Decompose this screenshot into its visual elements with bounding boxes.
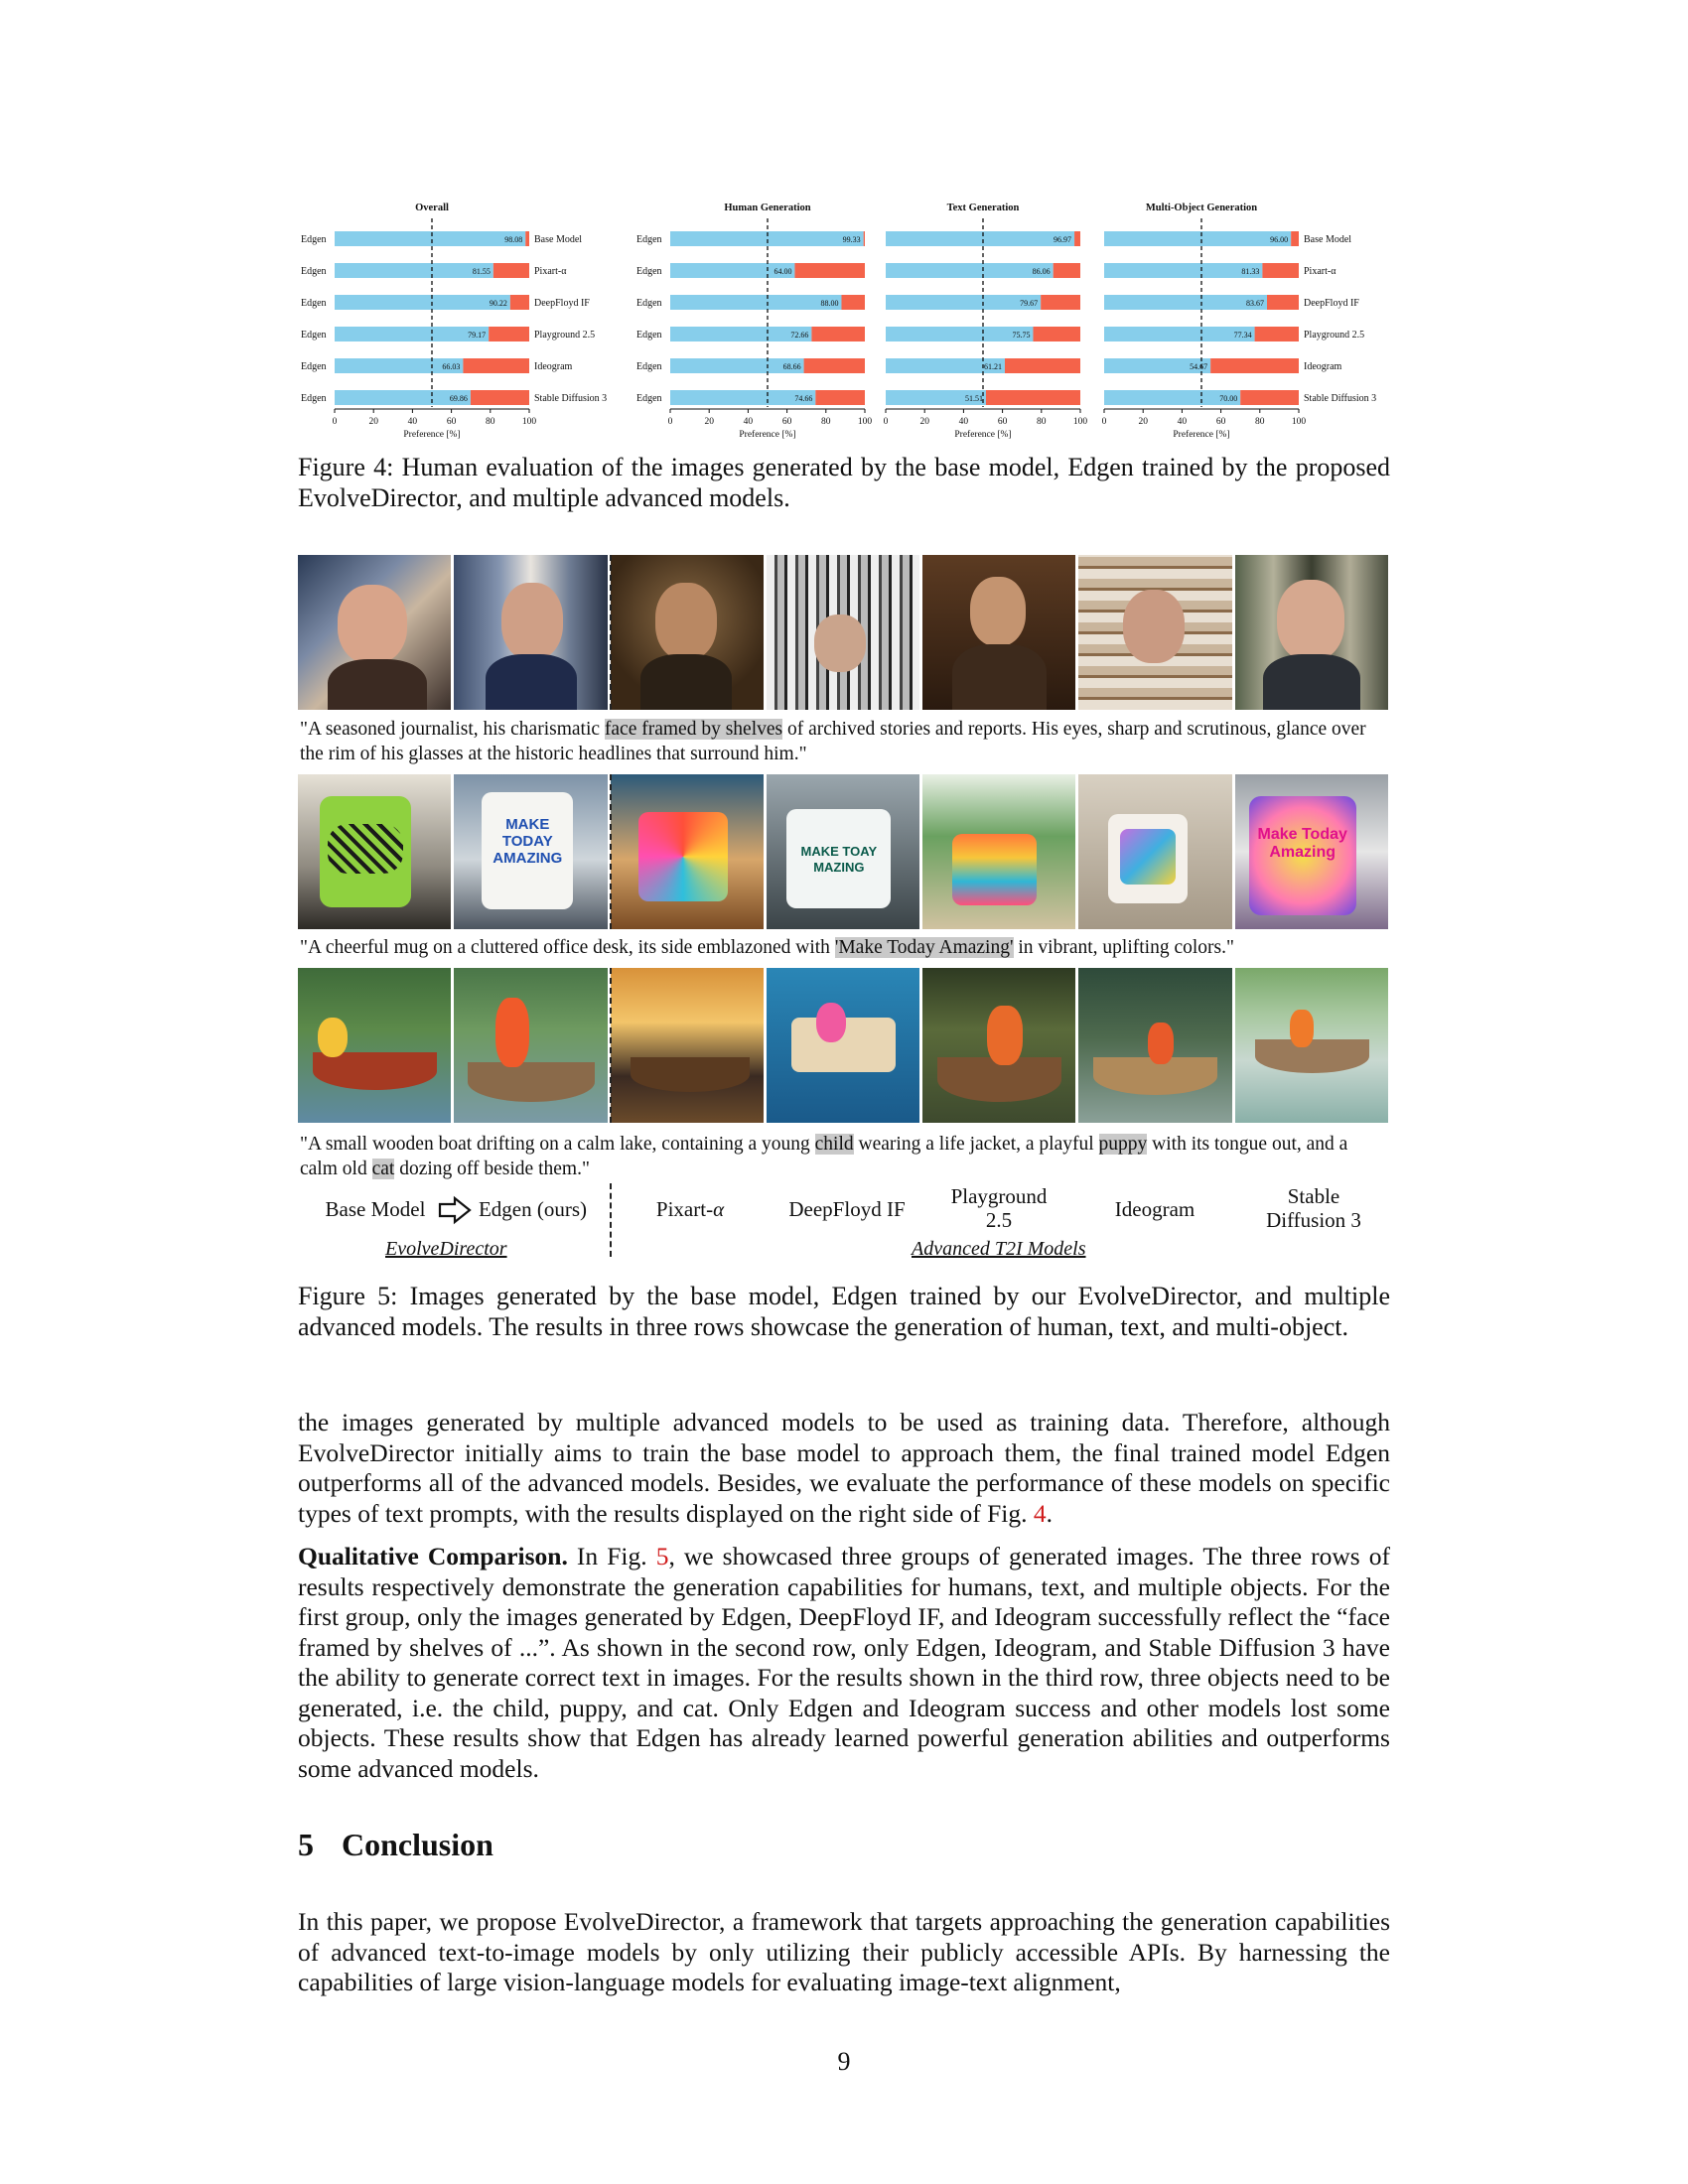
legend-group-advanced: Advanced T2I Models xyxy=(912,1238,1086,1260)
paragraph-2-heading: Qualitative Comparison. xyxy=(298,1542,568,1570)
legend-edgen: Edgen (ours) xyxy=(478,1197,588,1221)
legend-playground xyxy=(934,1184,1063,1232)
image-pixart-mug xyxy=(611,774,764,929)
prompt-text-highlight: 'Make Today Amazing' xyxy=(834,937,1014,958)
bar-value-label: 75.75 xyxy=(1012,331,1031,340)
row-label-edgen: Edgen xyxy=(301,393,327,404)
bar-value-label: 61.21 xyxy=(983,362,1002,371)
bar-value-label: 69.86 xyxy=(449,394,468,403)
x-tick-label: 40 xyxy=(1177,417,1188,427)
bar-competitor xyxy=(1074,231,1080,246)
row-label-edgen: Edgen xyxy=(301,361,327,372)
row-label-edgen: Edgen xyxy=(636,361,662,372)
x-tick-label: 0 xyxy=(1101,417,1107,427)
image-row-text xyxy=(298,774,1388,929)
bar-edgen xyxy=(670,295,841,310)
bar-value-label: 79.67 xyxy=(1020,299,1039,308)
bar-edgen xyxy=(886,327,1033,341)
x-axis-label: Preference [%] xyxy=(403,430,461,440)
bar-edgen xyxy=(1104,263,1262,278)
divider-row1 xyxy=(610,555,612,710)
bar-value-label: 74.66 xyxy=(794,394,813,403)
prompt-mo-highlight-puppy: puppy xyxy=(1098,1134,1148,1155)
prompt-mo-text-d: dozing off beside them." xyxy=(394,1159,590,1179)
x-tick-label: 40 xyxy=(958,417,969,427)
legend-deepfloyd: DeepFloyd IF xyxy=(788,1197,906,1221)
row-label-model: Ideogram xyxy=(534,361,573,372)
divider-row2 xyxy=(610,774,612,929)
bar-competitor xyxy=(1255,327,1299,341)
legend-playground-2: 2.5 xyxy=(985,1208,1013,1232)
image-base-model-boat xyxy=(298,968,451,1123)
image-playground-mug xyxy=(922,774,1075,929)
bar-edgen xyxy=(886,263,1054,278)
legend-group-evolvedirector: EvolveDirector xyxy=(385,1238,507,1260)
row-label-model: Playground 2.5 xyxy=(534,330,596,341)
x-tick-label: 60 xyxy=(997,417,1008,427)
image-edgen-boat xyxy=(454,968,607,1123)
chart-title: Human Generation xyxy=(724,203,811,213)
x-tick-label: 60 xyxy=(781,417,792,427)
figure-5-caption-text: Images generated by the base model, Edgen trained by our EvolveDirector, and multiple advanced models. The results in three rows showcase the generation of human, text, and multi-object. xyxy=(298,1282,1391,1341)
x-tick-label: 100 xyxy=(1291,417,1307,427)
prompt-multi-object xyxy=(300,1132,1388,1181)
bar-edgen xyxy=(1104,327,1255,341)
prompt-mo-text-a: "A small wooden boat drifting on a calm lake, containing a young xyxy=(300,1134,815,1155)
legend-playground-1: Playground xyxy=(950,1184,1048,1208)
bar-competitor xyxy=(493,263,529,278)
x-tick-label: 60 xyxy=(1215,417,1226,427)
bar-competitor xyxy=(804,358,865,373)
bar-competitor xyxy=(1291,231,1299,246)
paragraph-3: In this paper, we propose EvolveDirector, a framework that targets approaching the generation capabilities of advanced text-to-image models by only utilizing their publicly accessible APIs. By harnessing the capabilities of large vision-language models for evaluating image-text alignment, xyxy=(298,1907,1390,1996)
figure-5-ref-link[interactable]: 5 xyxy=(655,1542,669,1570)
x-axis-label: Preference [%] xyxy=(1173,430,1230,440)
bar-value-label: 88.00 xyxy=(820,299,839,308)
prompt-mo-highlight-child: child xyxy=(814,1134,854,1155)
bar-edgen xyxy=(335,263,493,278)
paragraph-2 xyxy=(298,1542,1390,1784)
bar-value-label: 96.97 xyxy=(1054,235,1072,244)
image-deepfloyd-boat xyxy=(767,968,919,1123)
row-label-model: DeepFloyd IF xyxy=(534,298,590,309)
row-label-model: Playground 2.5 xyxy=(1304,330,1365,341)
bar-value-label: 81.55 xyxy=(472,267,491,276)
row-label-edgen: Edgen xyxy=(301,330,327,341)
figure-5-caption xyxy=(298,1281,1390,1342)
bar-edgen xyxy=(886,295,1041,310)
paragraph-2-text-b: , we showcased three groups of generated images. The three rows of results respectively demonstrate the generation capabilities for humans, text, and multiple objects. For the first group, only the images generated by Edgen, DeepFloyd IF, and Ideogram successfully reflect the “face framed by shelves of ...”. As shown in the second row, only Edgen, Ideogram, and Stable Diffusion 3 have the ability to generate correct text in images. For the results shown in the third row, three objects need to be generated, i.e. the child, puppy, and cat. Only Edgen and Ideogram success and other models lost some objects. These results show that Edgen has already learned powerful generation abilities and outperforms some advanced models. xyxy=(298,1542,1390,1783)
x-axis-label: Preference [%] xyxy=(954,430,1012,440)
image-ideogram-journalist xyxy=(1078,555,1231,710)
page-number: 9 xyxy=(837,2047,851,2076)
x-tick-label: 60 xyxy=(446,417,457,427)
row-label-edgen: Edgen xyxy=(636,234,662,245)
bar-edgen xyxy=(335,231,525,246)
bar-value-label: 83.67 xyxy=(1245,299,1264,308)
mug-edgen-text: MAKE TODAY AMAZING xyxy=(492,816,563,867)
bar-value-label: 96.00 xyxy=(1270,235,1289,244)
prompt-text-text-a: "A cheerful mug on a cluttered office desk, its side emblazoned with xyxy=(300,937,835,958)
row-label-model: Base Model xyxy=(1304,234,1352,245)
prompt-human xyxy=(300,717,1388,766)
bar-value-label: 99.33 xyxy=(842,235,861,244)
row-label-edgen: Edgen xyxy=(301,266,327,277)
x-tick-label: 0 xyxy=(332,417,338,427)
image-ideogram-boat xyxy=(1078,968,1231,1123)
x-tick-label: 80 xyxy=(1255,417,1265,427)
image-row-multi-object xyxy=(298,968,1388,1123)
mug-deepfloyd-text: MAKE TOAY MAZING xyxy=(800,844,878,875)
divider-row3 xyxy=(610,968,612,1123)
x-tick-label: 100 xyxy=(1072,417,1088,427)
chart-title: Overall xyxy=(415,203,449,213)
bar-competitor xyxy=(1262,263,1299,278)
bar-value-label: 64.00 xyxy=(774,267,792,276)
prompt-mo-highlight-cat: cat xyxy=(371,1159,395,1179)
bar-competitor xyxy=(1033,327,1080,341)
bar-value-label: 72.66 xyxy=(790,331,809,340)
bar-value-label: 98.08 xyxy=(504,235,523,244)
image-playground-journalist xyxy=(922,555,1075,710)
x-tick-label: 80 xyxy=(1037,417,1047,427)
image-playground-boat xyxy=(922,968,1075,1123)
bar-edgen xyxy=(886,231,1074,246)
bar-competitor xyxy=(463,358,529,373)
image-sd3-journalist xyxy=(1235,555,1388,710)
row-label-model: Stable Diffusion 3 xyxy=(534,393,608,404)
row-label-model: Base Model xyxy=(534,234,583,245)
legend-pixart: Pixart-α xyxy=(655,1197,725,1221)
legend-sd3-1: Stable xyxy=(1287,1184,1340,1208)
bar-competitor xyxy=(794,263,865,278)
bar-value-label: 81.33 xyxy=(1241,267,1260,276)
bar-competitor xyxy=(1005,358,1080,373)
prompt-human-text-a: "A seasoned journalist, his charismatic xyxy=(300,719,605,740)
row-label-model: Pixart-α xyxy=(1304,266,1336,277)
section-number: 5 xyxy=(298,1827,314,1862)
x-tick-label: 20 xyxy=(919,417,929,427)
bar-edgen xyxy=(670,231,864,246)
bar-value-label: 54.67 xyxy=(1190,362,1208,371)
image-deepfloyd-mug xyxy=(767,774,919,929)
mug-sd3-text: Make Today Amazing xyxy=(1257,826,1347,861)
image-sd3-mug xyxy=(1235,774,1388,929)
prompt-text xyxy=(300,935,1388,960)
figure-4-ref-link[interactable]: 4 xyxy=(1033,1498,1047,1528)
bar-competitor xyxy=(510,295,529,310)
divider-legend xyxy=(610,1183,612,1257)
row-label-edgen: Edgen xyxy=(301,298,327,309)
chart-title: Multi-Object Generation xyxy=(1145,203,1258,213)
row-label-model: DeepFloyd IF xyxy=(1304,298,1359,309)
bar-value-label: 86.06 xyxy=(1032,267,1051,276)
prompt-text-text-b: in vibrant, uplifting colors." xyxy=(1013,937,1234,958)
bar-competitor xyxy=(1240,390,1299,405)
x-axis-label: Preference [%] xyxy=(739,430,796,440)
paragraph-1 xyxy=(298,1408,1390,1529)
prompt-mo-text-b: wearing a life jacket, a playful xyxy=(853,1134,1099,1155)
bar-value-label: 68.66 xyxy=(782,362,801,371)
bar-competitor xyxy=(811,327,865,341)
row-label-model: Ideogram xyxy=(1304,361,1342,372)
bar-value-label: 70.00 xyxy=(1219,394,1238,403)
row-label-edgen: Edgen xyxy=(636,330,662,341)
arrow-right-icon xyxy=(437,1195,473,1225)
legend-base-model: Base Model xyxy=(325,1197,426,1221)
x-tick-label: 80 xyxy=(486,417,495,427)
section-heading xyxy=(298,1827,493,1863)
bar-value-label: 77.34 xyxy=(1233,331,1252,340)
bar-edgen xyxy=(1104,295,1267,310)
image-edgen-mug xyxy=(454,774,607,929)
bar-competitor xyxy=(1041,295,1080,310)
x-tick-label: 20 xyxy=(368,417,378,427)
paragraph-1-text: the images generated by multiple advanced models to be used as training data. Therefore, although EvolveDirector initially aims to train the base model to approach them, the final trained model Edgen outperforms all of the advanced models. Besides, we evaluate the performance of these models on specific types of text prompts, with the results displayed on the right side of Fig. xyxy=(298,1408,1390,1528)
image-base-model-journalist xyxy=(298,555,451,710)
bar-competitor xyxy=(815,390,865,405)
figure-4-charts xyxy=(0,189,1688,447)
x-tick-label: 40 xyxy=(743,417,754,427)
bar-edgen xyxy=(335,327,489,341)
bar-competitor xyxy=(1267,295,1299,310)
bar-competitor xyxy=(986,390,1080,405)
x-tick-label: 20 xyxy=(1138,417,1148,427)
chart-title: Text Generation xyxy=(946,203,1020,213)
bar-value-label: 79.17 xyxy=(468,331,487,340)
x-tick-label: 40 xyxy=(407,417,418,427)
x-tick-label: 0 xyxy=(667,417,673,427)
bar-value-label: 51.51 xyxy=(964,394,983,403)
bar-competitor xyxy=(1054,263,1080,278)
bar-competitor xyxy=(864,231,865,246)
bar-competitor xyxy=(525,231,529,246)
section-title: Conclusion xyxy=(342,1827,493,1862)
row-label-edgen: Edgen xyxy=(636,266,662,277)
image-row-human xyxy=(298,555,1388,710)
image-pixart-journalist xyxy=(611,555,764,710)
bar-edgen xyxy=(335,295,510,310)
x-tick-label: 100 xyxy=(521,417,537,427)
figure-4-caption-label: Figure 4: xyxy=(298,453,394,481)
image-pixart-boat xyxy=(611,968,764,1123)
image-sd3-boat xyxy=(1235,968,1388,1123)
prompt-human-highlight: face framed by shelves xyxy=(604,719,783,740)
image-base-model-mug xyxy=(298,774,451,929)
x-tick-label: 20 xyxy=(704,417,714,427)
image-ideogram-mug xyxy=(1078,774,1231,929)
row-label-edgen: Edgen xyxy=(636,298,662,309)
x-tick-label: 80 xyxy=(821,417,831,427)
bar-competitor xyxy=(1210,358,1299,373)
prompt-mo-text-c: with its tongue out, and a calm old xyxy=(300,1134,1348,1179)
bar-value-label: 66.03 xyxy=(442,362,461,371)
paragraph-2-text-a: In Fig. xyxy=(567,1542,656,1570)
row-label-model: Stable Diffusion 3 xyxy=(1304,393,1377,404)
row-label-model: Pixart-α xyxy=(534,266,567,277)
figure-4-caption xyxy=(298,452,1390,513)
figure-5-caption-label: Figure 5: xyxy=(298,1282,398,1310)
image-edgen-journalist xyxy=(454,555,607,710)
bar-edgen xyxy=(1104,231,1291,246)
x-tick-label: 100 xyxy=(857,417,873,427)
bar-competitor xyxy=(471,390,529,405)
row-label-edgen: Edgen xyxy=(636,393,662,404)
bar-competitor xyxy=(841,295,865,310)
image-deepfloyd-journalist xyxy=(767,555,919,710)
legend-sd3-2: Diffusion 3 xyxy=(1266,1208,1361,1232)
legend-ideogram: Ideogram xyxy=(1114,1197,1196,1221)
paragraph-1-end: . xyxy=(1046,1498,1053,1528)
x-tick-label: 0 xyxy=(883,417,889,427)
figure-4-svg xyxy=(0,189,1688,447)
prompt-human-text-b: of archived stories and reports. His eyes, sharp and scrutinous, glance over the rim of his glasses at the historic headlines that surround him." xyxy=(300,719,1366,764)
figure-4-caption-text: Human evaluation of the images generated by the base model, Edgen trained by the proposed EvolveDirector, and multiple advanced models. xyxy=(298,453,1391,512)
legend-sd3 xyxy=(1249,1184,1378,1232)
bar-competitor xyxy=(489,327,529,341)
bar-value-label: 90.22 xyxy=(489,299,507,308)
row-label-edgen: Edgen xyxy=(301,234,327,245)
